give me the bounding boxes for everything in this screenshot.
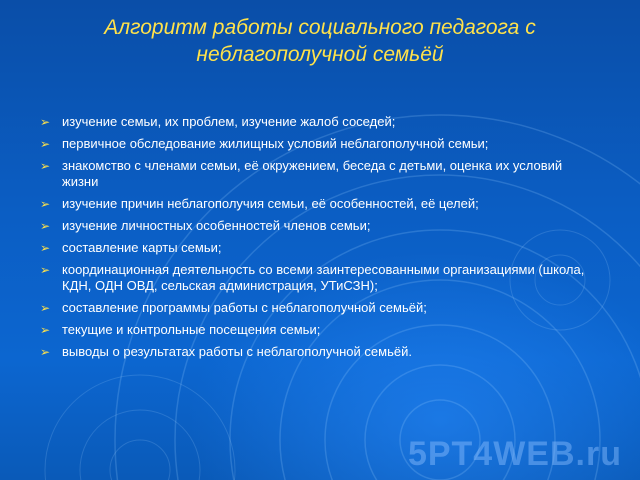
list-item — [40, 218, 600, 234]
list-item-text: изучение причин неблагополучия семьи, её особенностей, её целей; — [62, 196, 479, 211]
list-item-text: текущие и контрольные посещения семьи; — [62, 322, 321, 337]
list-item-text: изучение личностных особенностей членов семьи; — [62, 218, 371, 233]
bullet-arrow-icon: ➢ — [40, 197, 51, 211]
list-item — [40, 196, 600, 212]
bullet-arrow-icon: ➢ — [40, 323, 51, 337]
bullet-arrow-icon: ➢ — [40, 263, 51, 277]
bullet-arrow-icon: ➢ — [40, 241, 51, 255]
bullet-arrow-icon: ➢ — [40, 137, 51, 151]
watermark: 5PT4WEB.ru — [407, 435, 622, 473]
list-item — [40, 262, 600, 294]
list-item-text: изучение семьи, их проблем, изучение жалоб соседей; — [62, 114, 396, 129]
list-item-text: знакомство с членами семьи, её окружением, беседа с детьми, оценка их условий жизни — [62, 158, 563, 189]
list-item — [40, 344, 600, 360]
list-item-text: составление программы работы с неблагополучной семьёй; — [62, 300, 427, 315]
list-item — [40, 322, 600, 338]
list-item — [40, 240, 600, 256]
list-item-text: выводы о результатах работы с неблагополучной семьёй. — [62, 344, 412, 359]
bullet-list — [40, 114, 600, 366]
list-item-text: координационная деятельность со всеми заинтересованными организациями (школа, КДН, ОДН ОВД, сельская администрация, УТиСЗН); — [62, 262, 585, 293]
list-item-text: первичное обследование жилищных условий неблагополучной семьи; — [62, 136, 489, 151]
list-item — [40, 158, 600, 190]
list-item — [40, 136, 600, 152]
list-item — [40, 114, 600, 130]
bullet-arrow-icon: ➢ — [40, 345, 51, 359]
bullet-arrow-icon: ➢ — [40, 115, 51, 129]
bullet-arrow-icon: ➢ — [40, 159, 51, 173]
list-item — [40, 300, 600, 316]
bullet-arrow-icon: ➢ — [40, 301, 51, 315]
list-item-text: составление карты семьи; — [62, 240, 222, 255]
slide-title: Алгоритм работы социального педагога с неблагополучной семьёй — [104, 16, 536, 66]
bullet-arrow-icon: ➢ — [40, 219, 51, 233]
